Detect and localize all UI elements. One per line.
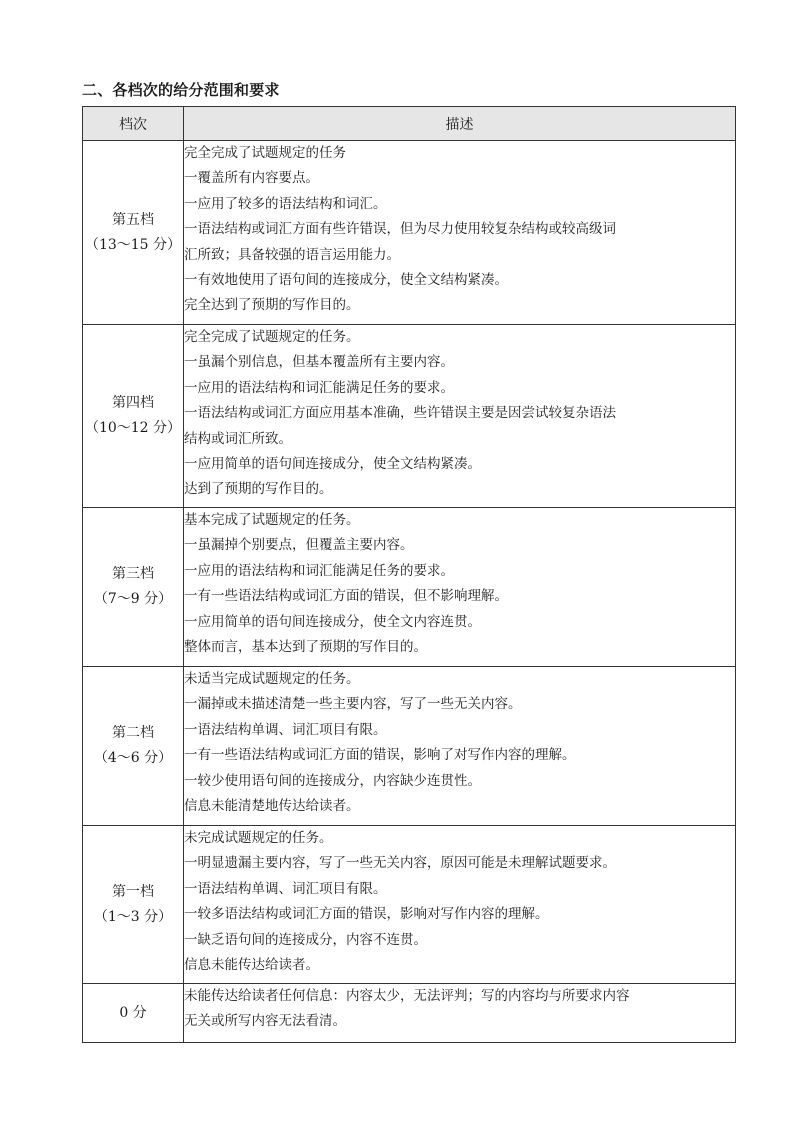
description-line: 一语法结构或词汇方面应用基本准确，些许错误主要是因尝试较复杂语法: [184, 405, 616, 422]
header-level: 档次: [83, 107, 184, 141]
description-line: 一漏掉或未描述清楚一些主要内容，写了一些无关内容。: [184, 696, 522, 713]
description-line: 一语法结构或词汇方面有些许错误，但为尽力使用较复杂结构或较高级词: [184, 221, 616, 238]
description-line: 一应用简单的语句间连接成分，使全文内容连贯。: [184, 613, 481, 630]
header-description: 描述: [184, 107, 736, 141]
description-line: 汇所致；具备较强的语言运用能力。: [184, 246, 400, 263]
description-line: 一较少使用语句间的连接成分，内容缺少连贯性。: [184, 772, 481, 789]
description-cell: [184, 667, 736, 826]
description-cell: [184, 984, 736, 1043]
level-cell: [83, 984, 184, 1043]
description-cell: [184, 325, 736, 508]
description-line: 一较多语法结构或词汇方面的错误，影响对写作内容的理解。: [184, 906, 549, 923]
level-cell: [83, 667, 184, 826]
description-line: 一有一些语法结构或词汇方面的错误，但不影响理解。: [184, 588, 508, 605]
description-line: 一有效地使用了语句间的连接成分，使全文结构紧凑。: [184, 272, 508, 289]
table-row: [83, 667, 736, 826]
score-range: （7～9 分）: [93, 591, 173, 607]
score-range: （13～15 分）: [84, 236, 182, 253]
description-line: 未适当完成试题规定的任务。: [184, 671, 360, 687]
level-name: 第二档: [112, 725, 154, 741]
description-line: 一应用的语法结构和词汇能满足任务的要求。: [184, 379, 454, 396]
description-cell: [184, 826, 736, 984]
level-name: 0 分: [119, 1004, 147, 1021]
description-line: 一应用了较多的语法结构和词汇。: [184, 195, 387, 212]
description-line: 未能传达给读者任何信息：内容太少，无法评判；写的内容均与所要求内容: [184, 988, 630, 1004]
score-range: （4～6 分）: [93, 750, 173, 766]
level-name: 第五档: [112, 211, 154, 228]
table-row: [83, 141, 736, 325]
description-line: 完全达到了预期的写作目的。: [184, 297, 360, 314]
table-row: [83, 984, 736, 1043]
description-line: 一有一些语法结构或词汇方面的错误，影响了对写作内容的理解。: [184, 747, 576, 764]
description-line: 一虽漏掉个别要点，但覆盖主要内容。: [184, 537, 414, 554]
description-cell: [184, 508, 736, 667]
description-line: 无关或所写内容无法看清。: [184, 1013, 346, 1030]
level-cell: [83, 508, 184, 667]
level-name: 第三档: [112, 566, 154, 582]
description-line: 一覆盖所有内容要点。: [184, 170, 319, 187]
description-line: 信息未能清楚地传达给读者。: [184, 798, 360, 815]
level-name: 第四档: [112, 395, 154, 411]
description-line: 信息未能传达给读者。: [184, 957, 319, 974]
description-line: 一应用的语法结构和词汇能满足任务的要求。: [184, 562, 454, 579]
table-row: [83, 826, 736, 984]
description-line: 基本完成了试题规定的任务。: [184, 512, 360, 528]
level-name: 第一档: [112, 883, 154, 900]
level-cell: [83, 325, 184, 508]
table-row: [83, 325, 736, 508]
description-line: 达到了预期的写作目的。: [184, 481, 333, 498]
section-title: 二、各档次的给分范围和要求: [82, 81, 280, 99]
score-range: （10～12 分）: [84, 420, 182, 436]
level-cell: [83, 826, 184, 984]
description-line: 结构或词汇所致。: [184, 430, 292, 447]
description-line: 一语法结构单调、词汇项目有限。: [184, 880, 387, 897]
table-body: [83, 141, 736, 1043]
description-line: 完全完成了试题规定的任务: [184, 145, 346, 161]
score-range: （1～3 分）: [93, 908, 173, 925]
description-line: 一缺乏语句间的连接成分，内容不连贯。: [184, 931, 427, 948]
description-line: 一应用简单的语句间连接成分，使全文结构紧凑。: [184, 456, 481, 473]
description-line: 一虽漏个别信息，但基本覆盖所有主要内容。: [184, 354, 454, 371]
description-line: 一明显遗漏主要内容，写了一些无关内容，原因可能是未理解试题要求。: [184, 855, 616, 872]
rubric-table: [82, 106, 736, 1043]
description-line: 未完成试题规定的任务。: [184, 830, 333, 846]
description-line: 一语法结构单调、词汇项目有限。: [184, 721, 387, 738]
description-line: 完全完成了试题规定的任务。: [184, 329, 360, 345]
description-cell: [184, 141, 736, 325]
table-header-row: [83, 107, 736, 141]
level-cell: [83, 141, 184, 325]
description-line: 整体而言，基本达到了预期的写作目的。: [184, 639, 427, 656]
table-row: [83, 508, 736, 667]
